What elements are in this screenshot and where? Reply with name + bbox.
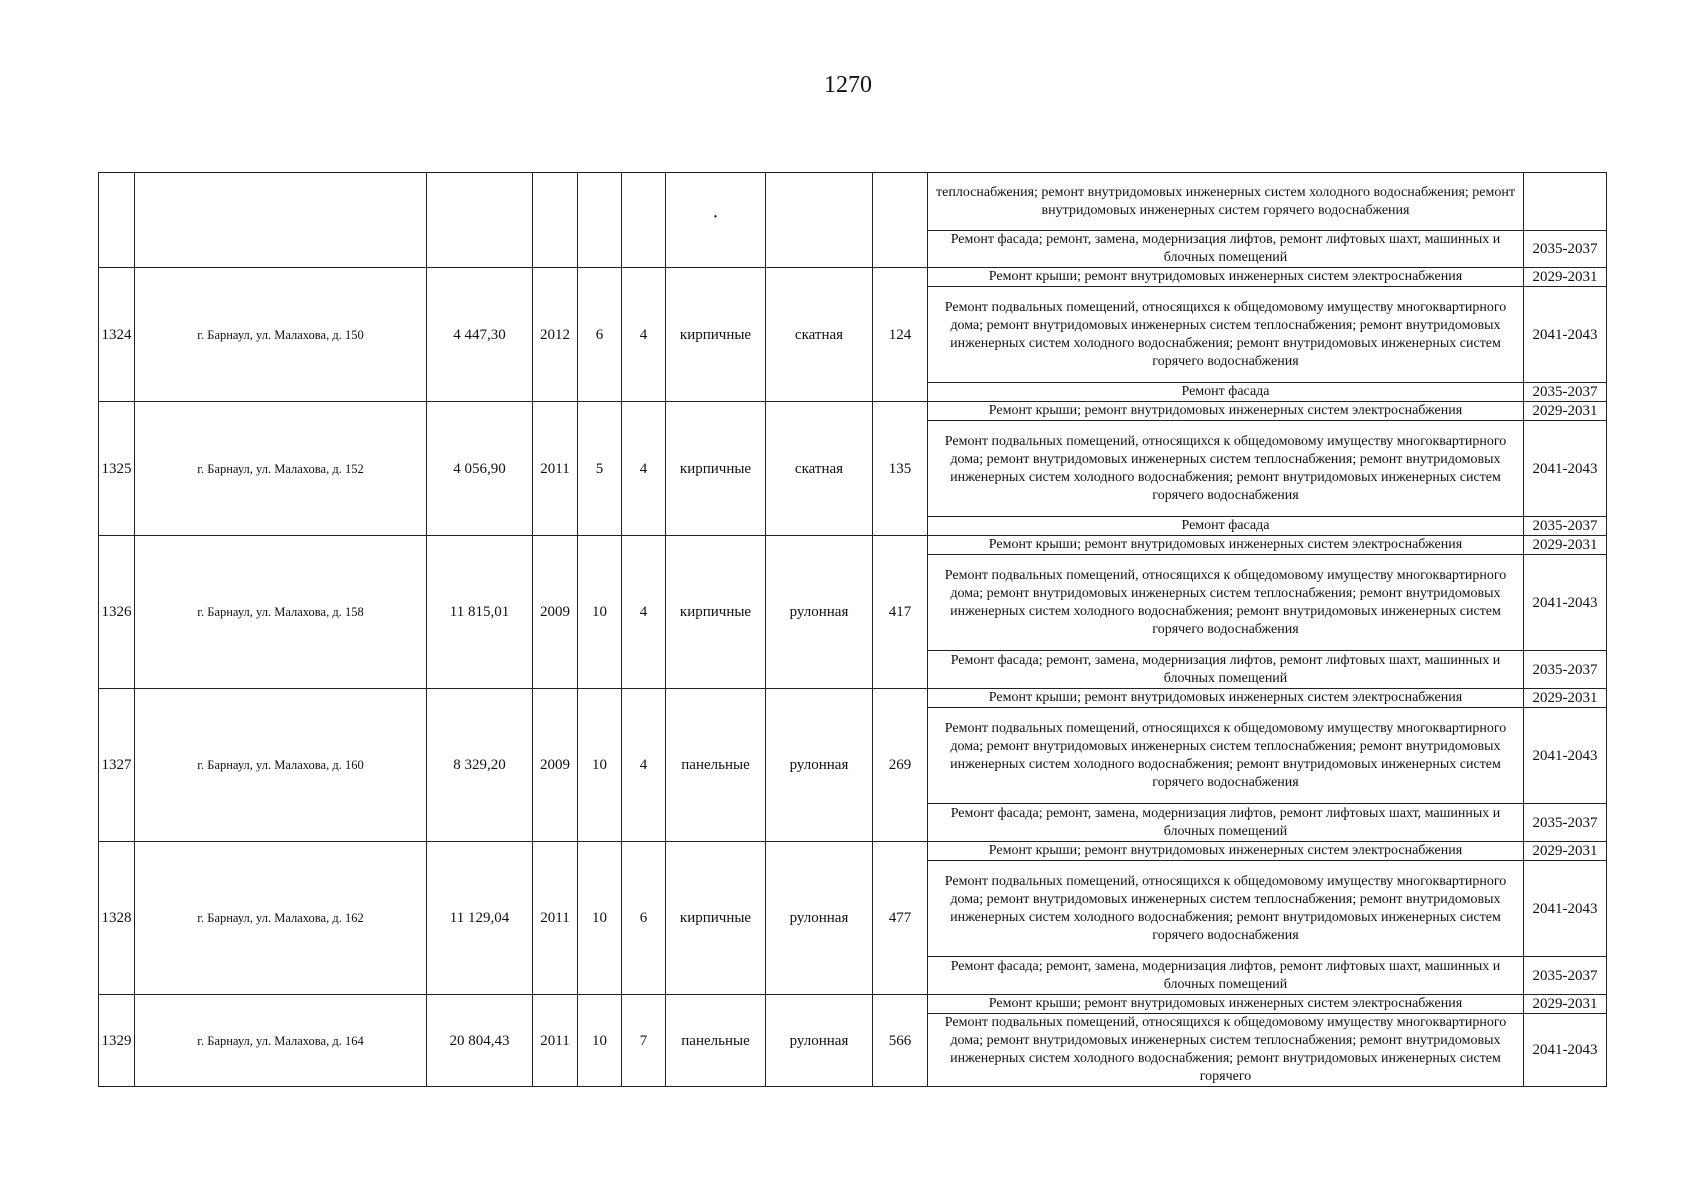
cell-num: 1329 <box>99 995 135 1087</box>
cell-address: г. Барнаул, ул. Малахова, д. 162 <box>135 842 427 995</box>
cell-work: Ремонт подвальных помещений, относящихся к общедомовому имуществу многоквартирного дома; ремонт внутридомовых инженерных систем теплоснабжения; ремонт внутридомовых инженерных систем холодного водоснабжения; ремонт внутридомовых инженерных систем горячего <box>928 1014 1524 1087</box>
cell-floors: 6 <box>578 268 622 402</box>
cell-address: г. Барнаул, ул. Малахова, д. 158 <box>135 536 427 689</box>
cell-roof: рулонная <box>766 995 873 1087</box>
cell-address <box>135 173 427 268</box>
cell-period: 2041-2043 <box>1524 287 1607 383</box>
cell-floors: 10 <box>578 995 622 1087</box>
cell-floors: 10 <box>578 536 622 689</box>
cell-floors: 5 <box>578 402 622 536</box>
cell-residents: 124 <box>873 268 928 402</box>
cell-area: 11 129,04 <box>427 842 533 995</box>
cell-work: Ремонт крыши; ремонт внутридомовых инженерных систем электроснабжения <box>928 268 1524 287</box>
cell-work: Ремонт крыши; ремонт внутридомовых инженерных систем электроснабжения <box>928 536 1524 555</box>
cell-year: 2009 <box>533 689 578 842</box>
cell-period: 2029-2031 <box>1524 402 1607 421</box>
cell-walls: кирпичные <box>666 536 766 689</box>
cell-roof: скатная <box>766 268 873 402</box>
cell-year: 2011 <box>533 402 578 536</box>
mark-dot: · <box>712 206 719 228</box>
cell-floors <box>578 173 622 268</box>
cell-year: 2011 <box>533 995 578 1087</box>
cell-work: теплоснабжения; ремонт внутридомовых инженерных систем холодного водоснабжения; ремонт внутридомовых инженерных систем горячего водоснабжения <box>928 173 1524 231</box>
cell-period: 2041-2043 <box>1524 708 1607 804</box>
cell-period: 2035-2037 <box>1524 651 1607 689</box>
cell-num <box>99 173 135 268</box>
cell-entrances: 4 <box>622 536 666 689</box>
table-row <box>99 268 1607 287</box>
cell-num: 1324 <box>99 268 135 402</box>
cell-num: 1328 <box>99 842 135 995</box>
cell-floors: 10 <box>578 842 622 995</box>
cell-residents: 417 <box>873 536 928 689</box>
cell-residents: 566 <box>873 995 928 1087</box>
cell-area: 4 056,90 <box>427 402 533 536</box>
cell-entrances: 4 <box>622 689 666 842</box>
cell-num: 1325 <box>99 402 135 536</box>
cell-address: г. Барнаул, ул. Малахова, д. 150 <box>135 268 427 402</box>
table-row <box>99 536 1607 555</box>
table-row <box>99 689 1607 708</box>
cell-area: 20 804,43 <box>427 995 533 1087</box>
cell-period: 2041-2043 <box>1524 555 1607 651</box>
cell-walls: панельные <box>666 995 766 1087</box>
cell-entrances: 4 <box>622 402 666 536</box>
table-row <box>99 842 1607 861</box>
cell-roof: скатная <box>766 402 873 536</box>
cell-roof: рулонная <box>766 842 873 995</box>
cell-floors: 10 <box>578 689 622 842</box>
cell-period: 2035-2037 <box>1524 517 1607 536</box>
cell-period: 2035-2037 <box>1524 804 1607 842</box>
cell-entrances: 6 <box>622 842 666 995</box>
cell-period: 2041-2043 <box>1524 861 1607 957</box>
cell-year <box>533 173 578 268</box>
cell-work: Ремонт подвальных помещений, относящихся к общедомовому имуществу многоквартирного дома; ремонт внутридомовых инженерных систем теплоснабжения; ремонт внутридомовых инженерных систем холодного водоснабжения; ремонт внутридомовых инженерных систем горячего водоснабжения <box>928 861 1524 957</box>
cell-period: 2029-2031 <box>1524 536 1607 555</box>
table-row <box>99 402 1607 421</box>
table-row <box>99 995 1607 1014</box>
cell-period <box>1524 173 1607 231</box>
cell-address: г. Барнаул, ул. Малахова, д. 152 <box>135 402 427 536</box>
cell-work: Ремонт подвальных помещений, относящихся к общедомовому имуществу многоквартирного дома; ремонт внутридомовых инженерных систем теплоснабжения; ремонт внутридомовых инженерных систем холодного водоснабжения; ремонт внутридомовых инженерных систем горячего водоснабжения <box>928 555 1524 651</box>
cell-period: 2029-2031 <box>1524 689 1607 708</box>
cell-walls: кирпичные <box>666 402 766 536</box>
cell-walls: кирпичные <box>666 268 766 402</box>
cell-address: г. Барнаул, ул. Малахова, д. 160 <box>135 689 427 842</box>
cell-work: Ремонт подвальных помещений, относящихся к общедомовому имуществу многоквартирного дома; ремонт внутридомовых инженерных систем теплоснабжения; ремонт внутридомовых инженерных систем холодного водоснабжения; ремонт внутридомовых инженерных систем горячего водоснабжения <box>928 421 1524 517</box>
cell-work: Ремонт фасада; ремонт, замена, модернизация лифтов, ремонт лифтовых шахт, машинных и блочных помещений <box>928 804 1524 842</box>
cell-period: 2035-2037 <box>1524 231 1607 268</box>
cell-num: 1326 <box>99 536 135 689</box>
cell-work: Ремонт подвальных помещений, относящихся к общедомовому имуществу многоквартирного дома; ремонт внутридомовых инженерных систем теплоснабжения; ремонт внутридомовых инженерных систем холодного водоснабжения; ремонт внутридомовых инженерных систем горячего водоснабжения <box>928 287 1524 383</box>
cell-area: 11 815,01 <box>427 536 533 689</box>
repair-schedule-table <box>98 172 1607 1087</box>
cell-roof: рулонная <box>766 536 873 689</box>
cell-period: 2035-2037 <box>1524 383 1607 402</box>
cell-walls <box>666 173 766 268</box>
cell-walls: панельные <box>666 689 766 842</box>
cell-address: г. Барнаул, ул. Малахова, д. 164 <box>135 995 427 1087</box>
cell-residents: 269 <box>873 689 928 842</box>
cell-work: Ремонт фасада <box>928 517 1524 536</box>
cell-area: 4 447,30 <box>427 268 533 402</box>
cell-num: 1327 <box>99 689 135 842</box>
cell-roof: рулонная <box>766 689 873 842</box>
cell-entrances: 4 <box>622 268 666 402</box>
cell-period: 2029-2031 <box>1524 268 1607 287</box>
cell-work: Ремонт фасада; ремонт, замена, модернизация лифтов, ремонт лифтовых шахт, машинных и блочных помещений <box>928 231 1524 268</box>
cell-residents: 135 <box>873 402 928 536</box>
page-number: 1270 <box>824 72 872 98</box>
cell-work: Ремонт крыши; ремонт внутридомовых инженерных систем электроснабжения <box>928 689 1524 708</box>
cell-year: 2009 <box>533 536 578 689</box>
cell-area: 8 329,20 <box>427 689 533 842</box>
cell-work: Ремонт крыши; ремонт внутридомовых инженерных систем электроснабжения <box>928 995 1524 1014</box>
cell-year: 2011 <box>533 842 578 995</box>
cell-residents <box>873 173 928 268</box>
cell-residents: 477 <box>873 842 928 995</box>
cell-period: 2041-2043 <box>1524 1014 1607 1087</box>
cell-work: Ремонт фасада; ремонт, замена, модернизация лифтов, ремонт лифтовых шахт, машинных и блочных помещений <box>928 651 1524 689</box>
cell-entrances: 7 <box>622 995 666 1087</box>
cell-period: 2029-2031 <box>1524 842 1607 861</box>
cell-year: 2012 <box>533 268 578 402</box>
cell-work: Ремонт крыши; ремонт внутридомовых инженерных систем электроснабжения <box>928 842 1524 861</box>
cell-area <box>427 173 533 268</box>
cell-work: Ремонт фасада <box>928 383 1524 402</box>
cell-work: Ремонт фасада; ремонт, замена, модернизация лифтов, ремонт лифтовых шахт, машинных и блочных помещений <box>928 957 1524 995</box>
table-row <box>99 173 1607 231</box>
cell-period: 2041-2043 <box>1524 421 1607 517</box>
cell-entrances <box>622 173 666 268</box>
cell-period: 2029-2031 <box>1524 995 1607 1014</box>
cell-roof <box>766 173 873 268</box>
cell-work: Ремонт подвальных помещений, относящихся к общедомовому имуществу многоквартирного дома; ремонт внутридомовых инженерных систем теплоснабжения; ремонт внутридомовых инженерных систем холодного водоснабжения; ремонт внутридомовых инженерных систем горячего водоснабжения <box>928 708 1524 804</box>
cell-walls: кирпичные <box>666 842 766 995</box>
cell-period: 2035-2037 <box>1524 957 1607 995</box>
cell-work: Ремонт крыши; ремонт внутридомовых инженерных систем электроснабжения <box>928 402 1524 421</box>
